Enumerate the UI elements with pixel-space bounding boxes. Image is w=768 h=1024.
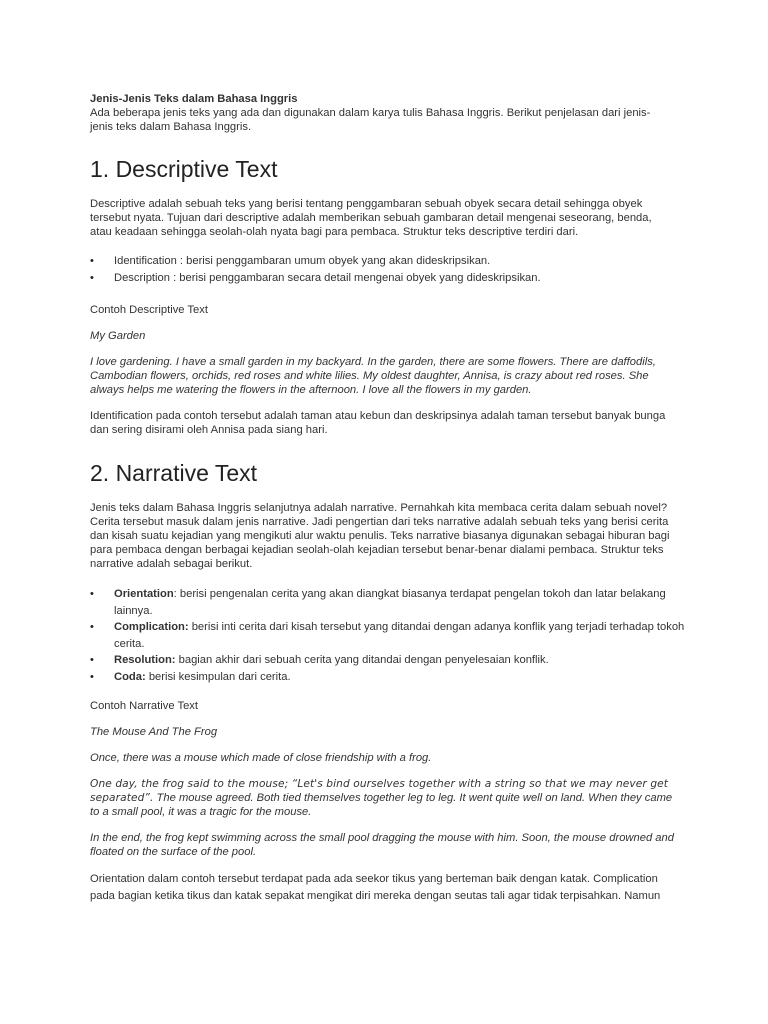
narrative-example-quote: One day, the frog said to the mouse; “Let's bind ourselves together with a string so that we may never get separated”. — [90, 778, 669, 804]
heading-descriptive-text: 1. Descriptive Text — [90, 156, 278, 182]
list-item-term: Coda: — [114, 670, 146, 683]
descriptive-example-title: My Garden — [90, 330, 146, 342]
narrative-paragraph: Jenis teks dalam Bahasa Inggris selanjutnya adalah narrative. Pernahkah kita membaca cerita dalam sebuah novel? Cerita tersebut masuk dalam jenis narrative. Jadi pengertian dari teks narrative adalah sebuah teks yang berisi cerita dan kisah suatu kejadian yang mengikuti alur waktu penulis. Teks narrative biasanya digunakan sebagai hiburan bagi para pembaca dengan berbagai kejadian seolah-olah kejadian tersebut benar-benar dialami pembaca. Struktur teks narrative adalah sebagai berikut. — [90, 502, 670, 570]
narrative-example-label: Contoh Narrative Text — [90, 700, 198, 712]
list-item: • Identification : berisi penggambaran umum obyek yang akan dideskripsikan. — [90, 253, 690, 270]
list-item-desc: berisi inti cerita dari kisah tersebut yang ditandai dengan adanya konflik yang terjadi terhadap tokoh cerita. — [114, 621, 685, 650]
narrative-example-paragraph-1: Once, there was a mouse which made of close friendship with a frog. — [90, 752, 432, 764]
list-item: • Orientation: berisi pengenalan cerita yang akan diangkat biasanya terdapat pengelan tokoh dan latar belakang lainnya. — [90, 586, 690, 619]
list-item-term: Orientation — [114, 588, 174, 600]
list-item — [90, 669, 690, 686]
document-content — [90, 92, 690, 905]
list-item — [90, 619, 690, 652]
descriptive-example-text: I love gardening. I have a small garden in my backyard. In the garden, there are some flowers. There are daffodils, Cambodian flowers, orchids, red roses and white lilies. My oldest daughter, Annisa, is crazy about red roses. She always helps me watering the flowers in the afternoon. I love all the flowers in my garden. — [90, 356, 656, 396]
narrative-example-title: The Mouse And The Frog — [90, 726, 218, 738]
list-item-desc: berisi kesimpulan dari cerita. — [148, 670, 291, 683]
narrative-example-paragraph-2 — [90, 777, 675, 819]
list-item: • Description : berisi penggambaran secara detail mengenai obyek yang dideskripsikan. — [90, 270, 690, 287]
narrative-structure-list — [90, 586, 690, 685]
list-item-term: Complication: — [114, 621, 189, 633]
heading-narrative-text: 2. Narrative Text — [90, 460, 258, 486]
descriptive-explanation: Identification pada contoh tersebut adalah taman atau kebun dan deskripsinya adalah taman tersebut banyak bunga dan sering disirami oleh Annisa pada siang hari. — [90, 410, 666, 436]
descriptive-paragraph: Descriptive adalah sebuah teks yang berisi tentang penggambaran sebuah obyek secara detail sehingga obyek tersebut nyata. Tujuan dari descriptive adalah memberikan sebuah gambaran detail mengenai seseorang, benda, atau keadaan sehingga seolah-olah nyata bagi para pembaca. Struktur teks descriptive terdiri dari. — [90, 198, 652, 238]
descriptive-example-label: Contoh Descriptive Text — [90, 304, 208, 316]
narrative-explanation: Orientation dalam contoh tersebut terdapat pada ada seekor tikus yang berteman baik dengan katak. Complication pada bagian ketika tikus dan katak sepakat mengikat diri mereka dengan seutas tali agar tidak terpisahkan. Namun — [90, 873, 661, 902]
narrative-example-paragraph-3: In the end, the frog kept swimming across the small pool dragging the mouse with him. Soon, the mouse drowned and floated on the surface of the pool. — [90, 832, 674, 858]
narrative-example-rest: The mouse agreed. Both tied themselves together leg to leg. It went quite well on land. When they came to a small pool, it was a tragic for the mouse. — [90, 792, 673, 818]
list-item-term: Resolution: — [114, 654, 176, 666]
descriptive-structure-list — [90, 253, 690, 287]
intro-paragraph: Ada beberapa jenis teks yang ada dan digunakan dalam karya tulis Bahasa Inggris. Berikut penjelasan dari jenis-jenis teks dalam Bahasa Inggris. — [90, 107, 651, 133]
document-title: Jenis-Jenis Teks dalam Bahasa Inggris — [90, 93, 298, 105]
list-item-desc: berisi pengenalan cerita yang akan diangkat biasanya terdapat pengelan tokoh dan latar belakang lainnya. — [114, 588, 666, 617]
list-item — [90, 652, 690, 669]
list-item-desc: bagian akhir dari sebuah cerita yang ditandai dengan penyelesaian konflik. — [178, 654, 549, 666]
